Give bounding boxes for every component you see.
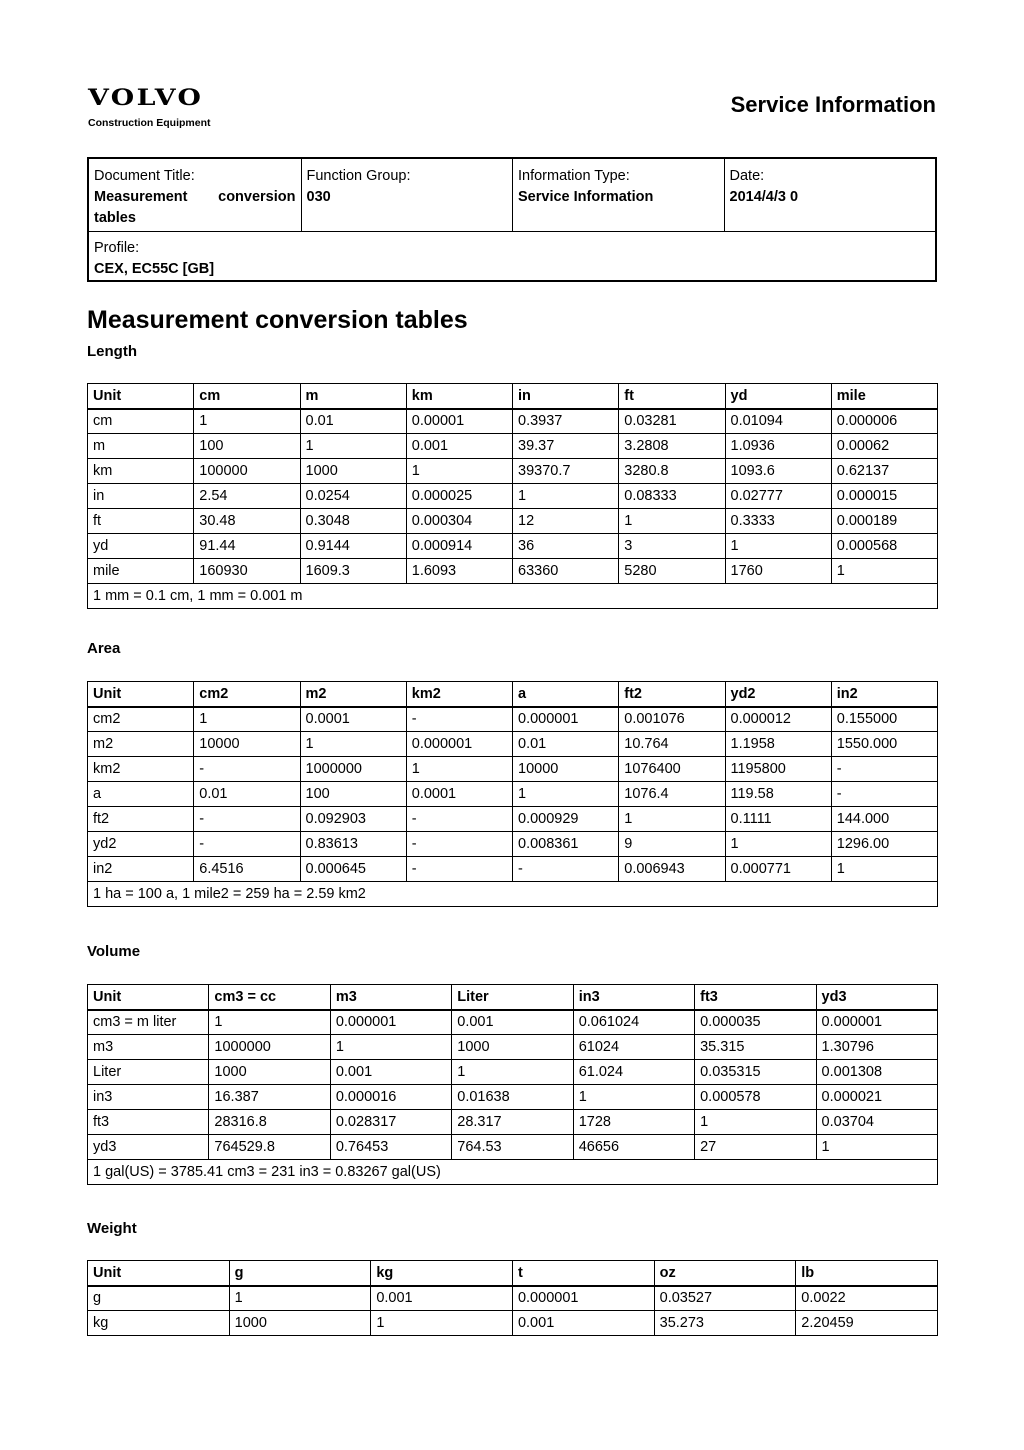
table-header-row [88,1261,938,1286]
table-cell: 0.000016 [330,1085,451,1110]
table-cell: 1076400 [619,757,725,782]
table-cell: 0.000006 [831,409,937,434]
table-cell: - [194,832,300,857]
column-header: yd [725,384,831,409]
table-cell: 1 [695,1110,816,1135]
table-cell: 0.000021 [816,1085,937,1110]
section-heading-area: Area [87,640,121,657]
table-cell: 0.000001 [406,732,512,757]
document-info-row [89,159,935,232]
header-title: Service Information [730,92,936,117]
table-row [88,1085,938,1110]
table-row [88,707,938,732]
table-row [88,1286,938,1311]
row-unit-cell: ft [88,509,194,534]
table-cell: 0.000645 [300,857,406,882]
table-cell: 1 [194,707,300,732]
table-cell: 0.000001 [816,1010,937,1035]
date-value: 2014/4/3 0 [729,189,799,205]
column-header: yd2 [725,682,831,707]
table-cell: 100 [194,434,300,459]
table-cell: 0.000001 [513,707,619,732]
table-cell: 0.0022 [796,1286,938,1311]
row-unit-cell: km2 [88,757,194,782]
column-header: lb [796,1261,938,1286]
table-cell: 1 [725,832,831,857]
table-cell: 5280 [619,559,725,584]
table-row [88,732,938,757]
table-cell: 0.000568 [831,534,937,559]
page-heading: Measurement conversion tables [87,306,468,334]
table-row [88,1311,938,1336]
length-table [87,383,938,609]
date-cell [724,159,936,231]
table-cell: 0.035315 [695,1060,816,1085]
table-cell: 1.30796 [816,1035,937,1060]
row-unit-cell: m [88,434,194,459]
row-unit-cell: in2 [88,857,194,882]
table-cell: 3280.8 [619,459,725,484]
table-cell: 6.4516 [194,857,300,882]
table-row [88,509,938,534]
row-unit-cell: m3 [88,1035,209,1060]
profile-label: Profile: [94,240,140,256]
table-cell: 1 [300,732,406,757]
row-unit-cell: g [88,1286,230,1311]
table-cell: 0.01638 [452,1085,573,1110]
row-unit-cell: Liter [88,1060,209,1085]
table-note: 1 gal(US) = 3785.41 cm3 = 231 in3 = 0.83267 gal(US) [88,1160,938,1185]
table-cell: 0.000035 [695,1010,816,1035]
table-cell: 0.1111 [725,807,831,832]
row-unit-cell: yd [88,534,194,559]
row-unit-cell: km [88,459,194,484]
table-cell: 36 [513,534,619,559]
table-note-row [88,882,938,907]
table-cell: 0.061024 [573,1010,694,1035]
table-cell: 764529.8 [209,1135,330,1160]
table-cell: 0.001 [406,434,512,459]
date-label: Date: [729,168,765,184]
table-row [88,1135,938,1160]
table-cell: 0.00001 [406,409,512,434]
table-cell: 12 [513,509,619,534]
table-cell: 0.008361 [513,832,619,857]
row-unit-cell: kg [88,1311,230,1336]
table-cell: 0.000001 [512,1286,654,1311]
table-cell: 0.000001 [330,1010,451,1035]
table-cell: 1 [573,1085,694,1110]
table-row [88,559,938,584]
table-cell: 1000 [452,1035,573,1060]
table-cell: 0.000304 [406,509,512,534]
table-cell: 9 [619,832,725,857]
table-cell: 0.001 [371,1286,513,1311]
column-header: oz [654,1261,796,1286]
section-heading-volume: Volume [87,943,141,960]
table-cell: - [194,757,300,782]
table-cell: 1 [619,509,725,534]
table-row [88,459,938,484]
table-cell: 100 [300,782,406,807]
logo-subtext: Construction Equipment [88,117,211,129]
column-header: in [513,384,619,409]
information-type-label: Information Type: [518,168,630,184]
table-cell: 10000 [513,757,619,782]
column-header: in3 [573,985,694,1010]
table-row [88,807,938,832]
table-header-row [88,682,938,707]
column-header: Unit [88,985,209,1010]
column-header: ft2 [619,682,725,707]
column-header: m2 [300,682,406,707]
table-cell: 1 [452,1060,573,1085]
function-group-cell [301,159,513,231]
table-cell: 1 [513,484,619,509]
table-cell: 1093.6 [725,459,831,484]
table-cell: 30.48 [194,509,300,534]
profile-cell [89,232,935,280]
table-cell: 0.155000 [831,707,937,732]
table-cell: 91.44 [194,534,300,559]
table-cell: 1 [330,1035,451,1060]
table-cell: 1076.4 [619,782,725,807]
table-cell: 0.001076 [619,707,725,732]
table-cell: 100000 [194,459,300,484]
table-cell: 63360 [513,559,619,584]
function-group-label: Function Group: [306,168,411,184]
table-cell: 0.000015 [831,484,937,509]
table-cell: 1 [229,1286,371,1311]
column-header: a [513,682,619,707]
table-cell: 1 [371,1311,513,1336]
table-cell: 0.3937 [513,409,619,434]
column-header: m [300,384,406,409]
table-cell: 1 [831,559,937,584]
area-table [87,681,938,907]
table-cell: 119.58 [725,782,831,807]
column-header: Unit [88,384,194,409]
table-cell: - [831,757,937,782]
column-header: kg [371,1261,513,1286]
table-cell: 0.62137 [831,459,937,484]
table-cell: 1728 [573,1110,694,1135]
table-note-row [88,584,938,609]
table-cell: 1 [194,409,300,434]
table-cell: 1000000 [300,757,406,782]
table-note: 1 mm = 0.1 cm, 1 mm = 0.001 m [88,584,938,609]
table-cell: 1760 [725,559,831,584]
table-cell: 0.01 [300,409,406,434]
table-cell: 0.83613 [300,832,406,857]
table-row [88,832,938,857]
table-cell: 0.0001 [300,707,406,732]
table-cell: 0.00062 [831,434,937,459]
table-cell: 61.024 [573,1060,694,1085]
table-row [88,782,938,807]
table-cell: 0.3048 [300,509,406,534]
table-cell: 28.317 [452,1110,573,1135]
row-unit-cell: in [88,484,194,509]
column-header: yd3 [816,985,937,1010]
table-cell: 764.53 [452,1135,573,1160]
table-cell: 1000 [209,1060,330,1085]
table-row [88,409,938,434]
table-cell: 2.20459 [796,1311,938,1336]
table-cell: 0.03704 [816,1110,937,1135]
column-header: ft3 [695,985,816,1010]
table-cell: 0.0254 [300,484,406,509]
table-cell: 3.2808 [619,434,725,459]
document-title-cell [89,159,301,231]
table-cell: 0.001 [512,1311,654,1336]
table-cell: 1 [619,807,725,832]
information-type-value: Service Information [518,189,654,205]
table-cell: 2.54 [194,484,300,509]
table-cell: 10.764 [619,732,725,757]
table-cell: 1.0936 [725,434,831,459]
column-header: km2 [406,682,512,707]
table-cell: 46656 [573,1135,694,1160]
table-cell: 0.000914 [406,534,512,559]
column-header: t [512,1261,654,1286]
table-cell: - [194,807,300,832]
column-header: cm2 [194,682,300,707]
table-header-row [88,985,938,1010]
table-cell: 0.000578 [695,1085,816,1110]
column-header: m3 [330,985,451,1010]
table-row [88,434,938,459]
row-unit-cell: cm3 = m liter [88,1010,209,1035]
document-title-label: Document Title: [94,168,195,184]
table-cell: 1.6093 [406,559,512,584]
table-cell: 1 [816,1135,937,1160]
row-unit-cell: yd2 [88,832,194,857]
table-cell: 0.3333 [725,509,831,534]
table-row [88,757,938,782]
row-unit-cell: cm2 [88,707,194,732]
table-cell: 0.028317 [330,1110,451,1135]
volume-table [87,984,938,1185]
table-cell: - [513,857,619,882]
row-unit-cell: yd3 [88,1135,209,1160]
table-cell: 0.01094 [725,409,831,434]
column-header: g [229,1261,371,1286]
table-cell: 0.001 [452,1010,573,1035]
table-cell: 39.37 [513,434,619,459]
information-type-cell [512,159,724,231]
table-row [88,857,938,882]
table-cell: 1609.3 [300,559,406,584]
table-cell: 61024 [573,1035,694,1060]
table-cell: 0.01 [194,782,300,807]
table-cell: 0.08333 [619,484,725,509]
table-cell: 1000000 [209,1035,330,1060]
table-cell: 1195800 [725,757,831,782]
table-cell: 0.01 [513,732,619,757]
table-cell: 10000 [194,732,300,757]
table-cell: 1 [406,459,512,484]
column-header: ft [619,384,725,409]
table-row [88,534,938,559]
table-cell: 0.02777 [725,484,831,509]
table-cell: 0.03527 [654,1286,796,1311]
table-row [88,484,938,509]
column-header: km [406,384,512,409]
table-cell: 1 [513,782,619,807]
table-cell: 35.315 [695,1035,816,1060]
table-cell: 144.000 [831,807,937,832]
table-cell: 35.273 [654,1311,796,1336]
row-unit-cell: m2 [88,732,194,757]
row-unit-cell: a [88,782,194,807]
weight-table [87,1260,938,1336]
volvo-logo [88,86,211,129]
table-cell: 1 [300,434,406,459]
table-cell: 28316.8 [209,1110,330,1135]
table-cell: 0.000025 [406,484,512,509]
table-cell: - [406,807,512,832]
table-cell: 1 [406,757,512,782]
table-cell: 1550.000 [831,732,937,757]
row-unit-cell: ft3 [88,1110,209,1135]
table-cell: 27 [695,1135,816,1160]
column-header: mile [831,384,937,409]
table-row [88,1035,938,1060]
table-cell: 0.001 [330,1060,451,1085]
column-header: Unit [88,1261,230,1286]
table-note-row [88,1160,938,1185]
table-note: 1 ha = 100 a, 1 mile2 = 259 ha = 2.59 km2 [88,882,938,907]
table-cell: 0.0001 [406,782,512,807]
function-group-value: 030 [306,189,331,205]
table-cell: 160930 [194,559,300,584]
table-cell: 0.000012 [725,707,831,732]
document-title-value: Measurement conversion tables [94,189,296,226]
table-cell: 1 [209,1010,330,1035]
table-cell: 0.9144 [300,534,406,559]
table-cell: 0.000189 [831,509,937,534]
document-info-box [87,157,937,282]
column-header: Unit [88,682,194,707]
table-cell: 1.1958 [725,732,831,757]
column-header: in2 [831,682,937,707]
table-cell: 39370.7 [513,459,619,484]
row-unit-cell: mile [88,559,194,584]
column-header: cm [194,384,300,409]
row-unit-cell: in3 [88,1085,209,1110]
table-cell: 1 [725,534,831,559]
table-cell: - [406,857,512,882]
table-cell: 0.001308 [816,1060,937,1085]
column-header: Liter [452,985,573,1010]
table-cell: 1000 [300,459,406,484]
table-cell: 3 [619,534,725,559]
table-cell: 0.000929 [513,807,619,832]
table-cell: 0.76453 [330,1135,451,1160]
column-header: cm3 = cc [209,985,330,1010]
table-cell: 0.092903 [300,807,406,832]
table-cell: 1000 [229,1311,371,1336]
table-cell: - [406,832,512,857]
table-row [88,1060,938,1085]
table-header-row [88,384,938,409]
table-cell: - [831,782,937,807]
logo-wordmark: VOLVO [88,85,204,111]
table-cell: 16.387 [209,1085,330,1110]
row-unit-cell: cm [88,409,194,434]
table-cell: 1296.00 [831,832,937,857]
row-unit-cell: ft2 [88,807,194,832]
table-cell: 0.03281 [619,409,725,434]
section-heading-weight: Weight [87,1220,137,1237]
section-heading-length: Length [87,343,137,360]
profile-value: CEX, EC55C [GB] [94,261,215,277]
table-row [88,1010,938,1035]
table-row [88,1110,938,1135]
table-cell: 1 [831,857,937,882]
table-cell: 0.000771 [725,857,831,882]
table-cell: - [406,707,512,732]
table-cell: 0.006943 [619,857,725,882]
